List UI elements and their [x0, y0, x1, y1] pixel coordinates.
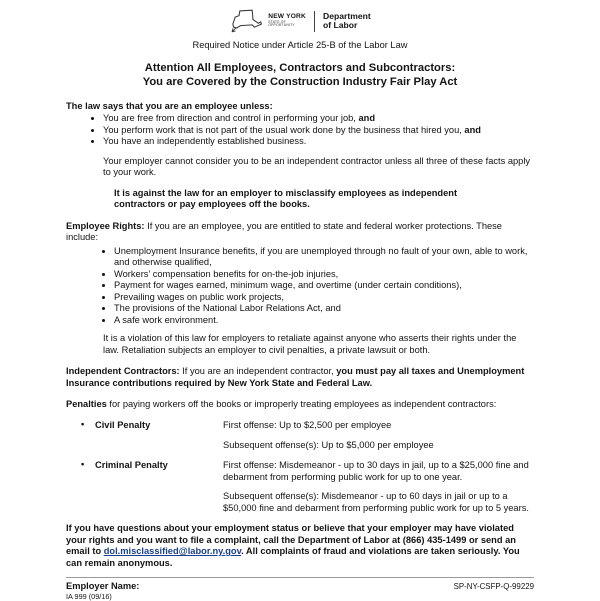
nysdol-logo — [66, 7, 534, 35]
criminal-penalty-description — [223, 460, 534, 514]
logo-brand-text — [268, 14, 306, 27]
logo-divider — [314, 11, 315, 32]
required-notice: Required Notice under Article 25-B of the Labor Law — [192, 40, 408, 50]
footer — [66, 577, 534, 601]
penalties-intro-text: for paying workers off the books or improperly treating employees as independent contractors: — [106, 399, 497, 410]
document-code: SP-NY-CSFP-Q-99229 — [453, 582, 534, 592]
questions-complaint-paragraph — [66, 523, 534, 569]
title-line-2: You are Covered by the Construction Industry Fair Play Act — [142, 76, 458, 89]
law-bullet-2-and: and — [464, 124, 481, 135]
employer-name-label: Employer Name: — [66, 581, 140, 592]
criminal-first-offense: First offense: Misdemeanor - up to 30 days in jail, up to a $25,000 fine and debarment from performing public work for up to one year. — [223, 460, 529, 482]
law-bullet-1-and: and — [358, 113, 375, 124]
page-title — [66, 61, 534, 90]
closing-part1: If you have questions about your employment status or believe that your employer may have violated your rights and you want to file a complaint, call the Department of Labor at (866) 435-1499 or send an email to — [66, 523, 516, 557]
employee-rights-list — [66, 246, 542, 327]
rights-bullet-prevailing-wages: • Prevailing wages on public work projects, — [114, 292, 542, 304]
civil-first-offense: First offense: Up to $2,500 per employee — [223, 419, 392, 430]
law-bullet-2-text: You perform work that is not part of the usual work done by the business that hired you, — [103, 124, 465, 135]
logo-dept-line2: of Labor — [322, 20, 358, 30]
form-number: IA 999 (09/16) — [66, 591, 112, 601]
independent-contractors-mid: If you are an independent contractor, — [179, 366, 337, 377]
ny-state-icon — [229, 7, 263, 35]
penalties-label: Penalties — [66, 399, 107, 410]
rights-bullet-unemployment: • Unemployment Insurance benefits, if you are unemployed through no fault of your own, able to work, and otherwise qualified, — [114, 246, 542, 269]
law-bullet-1-text: You are free from direction and control in performing your job, — [103, 113, 359, 124]
bullet-icon: • — [81, 459, 85, 470]
footer-left — [66, 581, 139, 601]
title-line-1: Attention All Employees, Contractors and Subcontractors: — [144, 61, 456, 74]
law-bullet-2 — [103, 125, 546, 137]
civil-subsequent-offense: Subsequent offense(s): Up to $5,000 per employee — [223, 439, 434, 450]
civil-penalty-label — [66, 420, 223, 451]
civil-penalty-name: Civil Penalty — [95, 419, 151, 430]
independent-contractors-label: Independent Contractors: — [66, 366, 180, 377]
rights-bullet-workers-comp: • Workers’ compensation benefits for on-the-job injuries, — [114, 269, 542, 281]
rights-bullet-safe-work: • A safe work environment. — [114, 315, 542, 327]
penalties-intro — [66, 399, 534, 411]
closing-part2: . All complaints of fraud and violations are taken seriously. You can remain anonymous. — [66, 546, 520, 568]
criminal-penalty-row — [66, 460, 534, 514]
employee-rights-label: Employee Rights: — [66, 220, 145, 231]
bullet-icon: • — [81, 418, 85, 429]
employee-rights-intro — [66, 221, 534, 244]
retaliation-paragraph: It is a violation of this law for employers to retaliate against anyone who asserts their rights under the law. Retaliation subjects an employer to civil penalties, a private lawsuit or both. — [103, 333, 517, 355]
independent-contractors-paragraph — [66, 366, 534, 389]
law-bullet-list — [66, 113, 546, 148]
employer-cannot-paragraph: Your employer cannot consider you to be an independent contractor unless all three of these facts apply to your work. — [103, 155, 531, 178]
rights-bullet-wages: • Payment for wages earned, minimum wage, and overtime (under certain conditions), — [114, 280, 542, 292]
civil-penalty-row — [66, 420, 534, 451]
logo-tagline-2: OPPORTUNITY — [268, 23, 295, 28]
independent-contractors-bold: you must pay all taxes and Unemployment Insurance contributions required by New York State and Federal Law. — [66, 366, 525, 388]
logo-brand-name: NEW YORK — [268, 13, 306, 21]
law-bullet-3-text: You have an independently established business. — [103, 136, 307, 147]
law-bullet-3 — [103, 136, 546, 148]
logo-department-text — [323, 12, 371, 30]
email-link[interactable]: dol.misclassified@labor.ny.gov — [103, 546, 242, 557]
against-the-law-callout: It is against the law for an employer to misclassify employees as independent contractors or pay employees off the books. — [114, 187, 458, 210]
criminal-penalty-label — [66, 460, 223, 514]
law-bullet-1 — [103, 113, 546, 125]
logo-tagline-1: STATE OF — [268, 19, 286, 24]
employee-rights-intro-text: If you are an employee, you are entitled to state and federal worker protections. These include: — [66, 220, 502, 243]
civil-penalty-description — [223, 420, 534, 451]
law-section-heading: The law says that you are an employee unless: — [66, 100, 273, 111]
rights-bullet-nlra: • The provisions of the National Labor Relations Act, and — [114, 303, 542, 315]
criminal-penalty-name: Criminal Penalty — [95, 460, 168, 471]
logo-dept-line1: Department — [322, 10, 371, 21]
criminal-subsequent-offense: Subsequent offense(s): Misdemeanor - up to 60 days in jail or up to a $50,000 fine and debarment from performing public work for up to 5 years. — [223, 491, 529, 513]
